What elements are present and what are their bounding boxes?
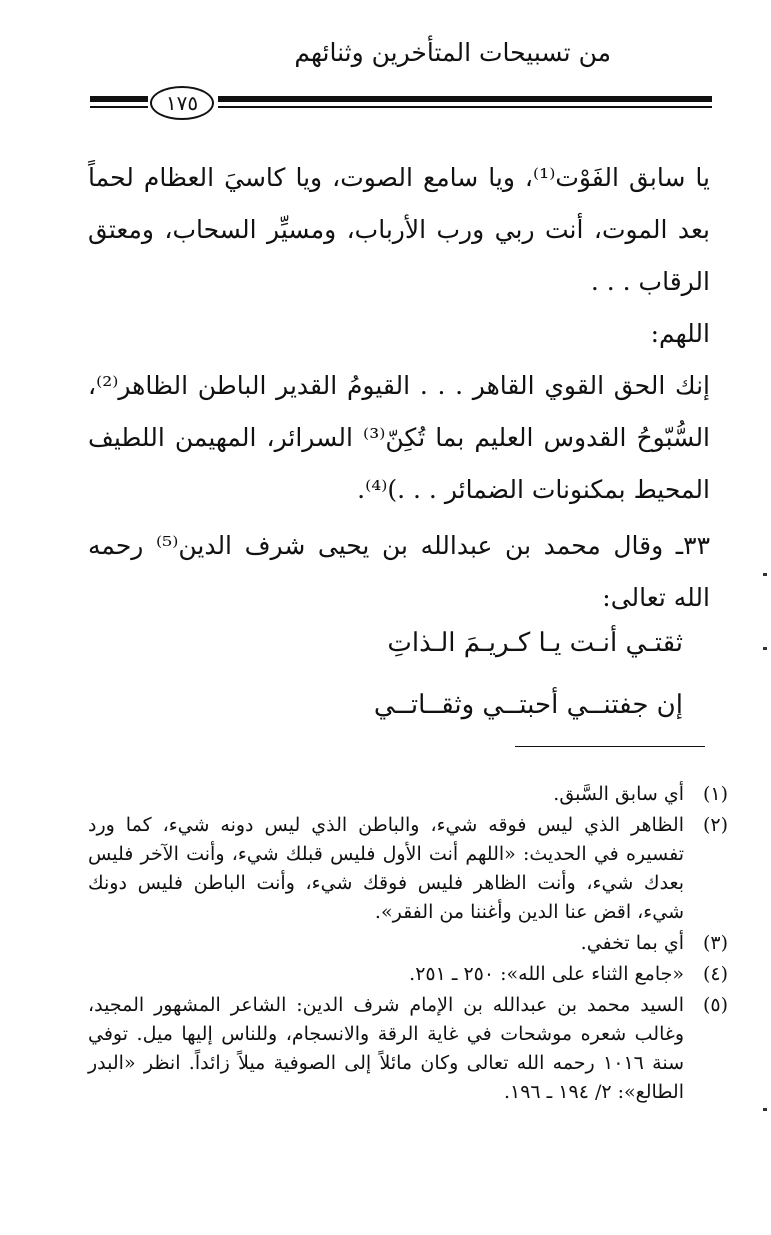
footnote-number: (٥) — [702, 994, 728, 1016]
footnote-item — [88, 991, 728, 1107]
footnote-text: الظاهر الذي ليس فوقه شيء، والباطن الذي ليس دونه شيء، كما ورد تفسيره في الحديث: «اللهم أنت الأول فليس قبلك شيء، وأنت الآخر فليس بعدك شيء، وأنت الظاهر فليس فوقك شيء، وأنت الباطن فليس دونك شيء، اقض عنا الدين وأغننا من الفقر». — [88, 814, 684, 923]
poem-verse-second-hemistich: إن جفتنــي أحبتــي وثقــاتــي — [373, 690, 683, 720]
footnote-text: أي بما تخفي. — [580, 932, 684, 954]
footnote-number: (٣) — [702, 932, 728, 954]
header-rule-left — [90, 96, 148, 108]
margin-speck — [763, 573, 767, 576]
poem-verse-first-hemistich: ثقتـي أنـت يـا كـريـمَ الـذاتِ — [387, 628, 683, 658]
header-rule — [90, 86, 712, 126]
margin-speck — [763, 1108, 767, 1111]
footnote-number: (١) — [702, 783, 728, 805]
footnote-separator — [515, 746, 705, 747]
footnote-item — [88, 929, 728, 958]
margin-speck — [763, 647, 767, 650]
body-paragraph-allahumma: اللهم: — [650, 319, 710, 348]
footnote-number: (٤) — [702, 963, 728, 985]
footnotes — [88, 780, 728, 1109]
footnote-text: «جامع الثناء على الله»: ٢٥٠ ـ ٢٥١. — [409, 963, 684, 985]
footnote-item — [88, 960, 728, 989]
header-rule-right — [218, 96, 712, 108]
body-paragraph-invocation: يا سابق الفَوْت⁽¹⁾، ويا سامع الصوت، ويا كاسيَ العظام لحماً بعد الموت، أنت ربي ورب الأرباب، ومسيِّر السحاب، ومعتق الرقاب . . . — [88, 163, 711, 296]
body-paragraph-attribution: ٣٣ـ وقال محمد بن عبدالله بن يحيى شرف الدين⁽⁵⁾ رحمه الله تعالى: — [88, 531, 710, 612]
footnote-item — [88, 811, 728, 927]
page-number: ١٧٥ — [150, 86, 214, 120]
footnote-text: أي سابق السَّبق. — [553, 783, 684, 805]
footnote-number: (٢) — [702, 814, 728, 836]
footnote-item — [88, 780, 728, 809]
running-header-title: من تسبيحات المتأخرين وثنائهم — [294, 38, 611, 67]
body-paragraph-praise: إنك الحق القوي القاهر . . . القيومُ القدير الباطن الظاهر⁽²⁾، السُّبّوحُ القدوس العليم بما تُكِنّ⁽³⁾ السرائر، المهيمن اللطيف المحيط بمكنونات الضمائر . . .)⁽⁴⁾. — [88, 371, 711, 504]
footnote-text: السيد محمد بن عبدالله بن الإمام شرف الدين: الشاعر المشهور المجيد، وغالب شعره موشحات في غاية الرقة والانسجام، وللناس إليها ميل. توفي سنة ١٠١٦ رحمه الله تعالى وكان مائلاً إلى الصوفية ميلاً زائداً. انظر «البدر الطالع»: ٢/ ١٩٤ ـ ١٩٦. — [88, 994, 684, 1103]
